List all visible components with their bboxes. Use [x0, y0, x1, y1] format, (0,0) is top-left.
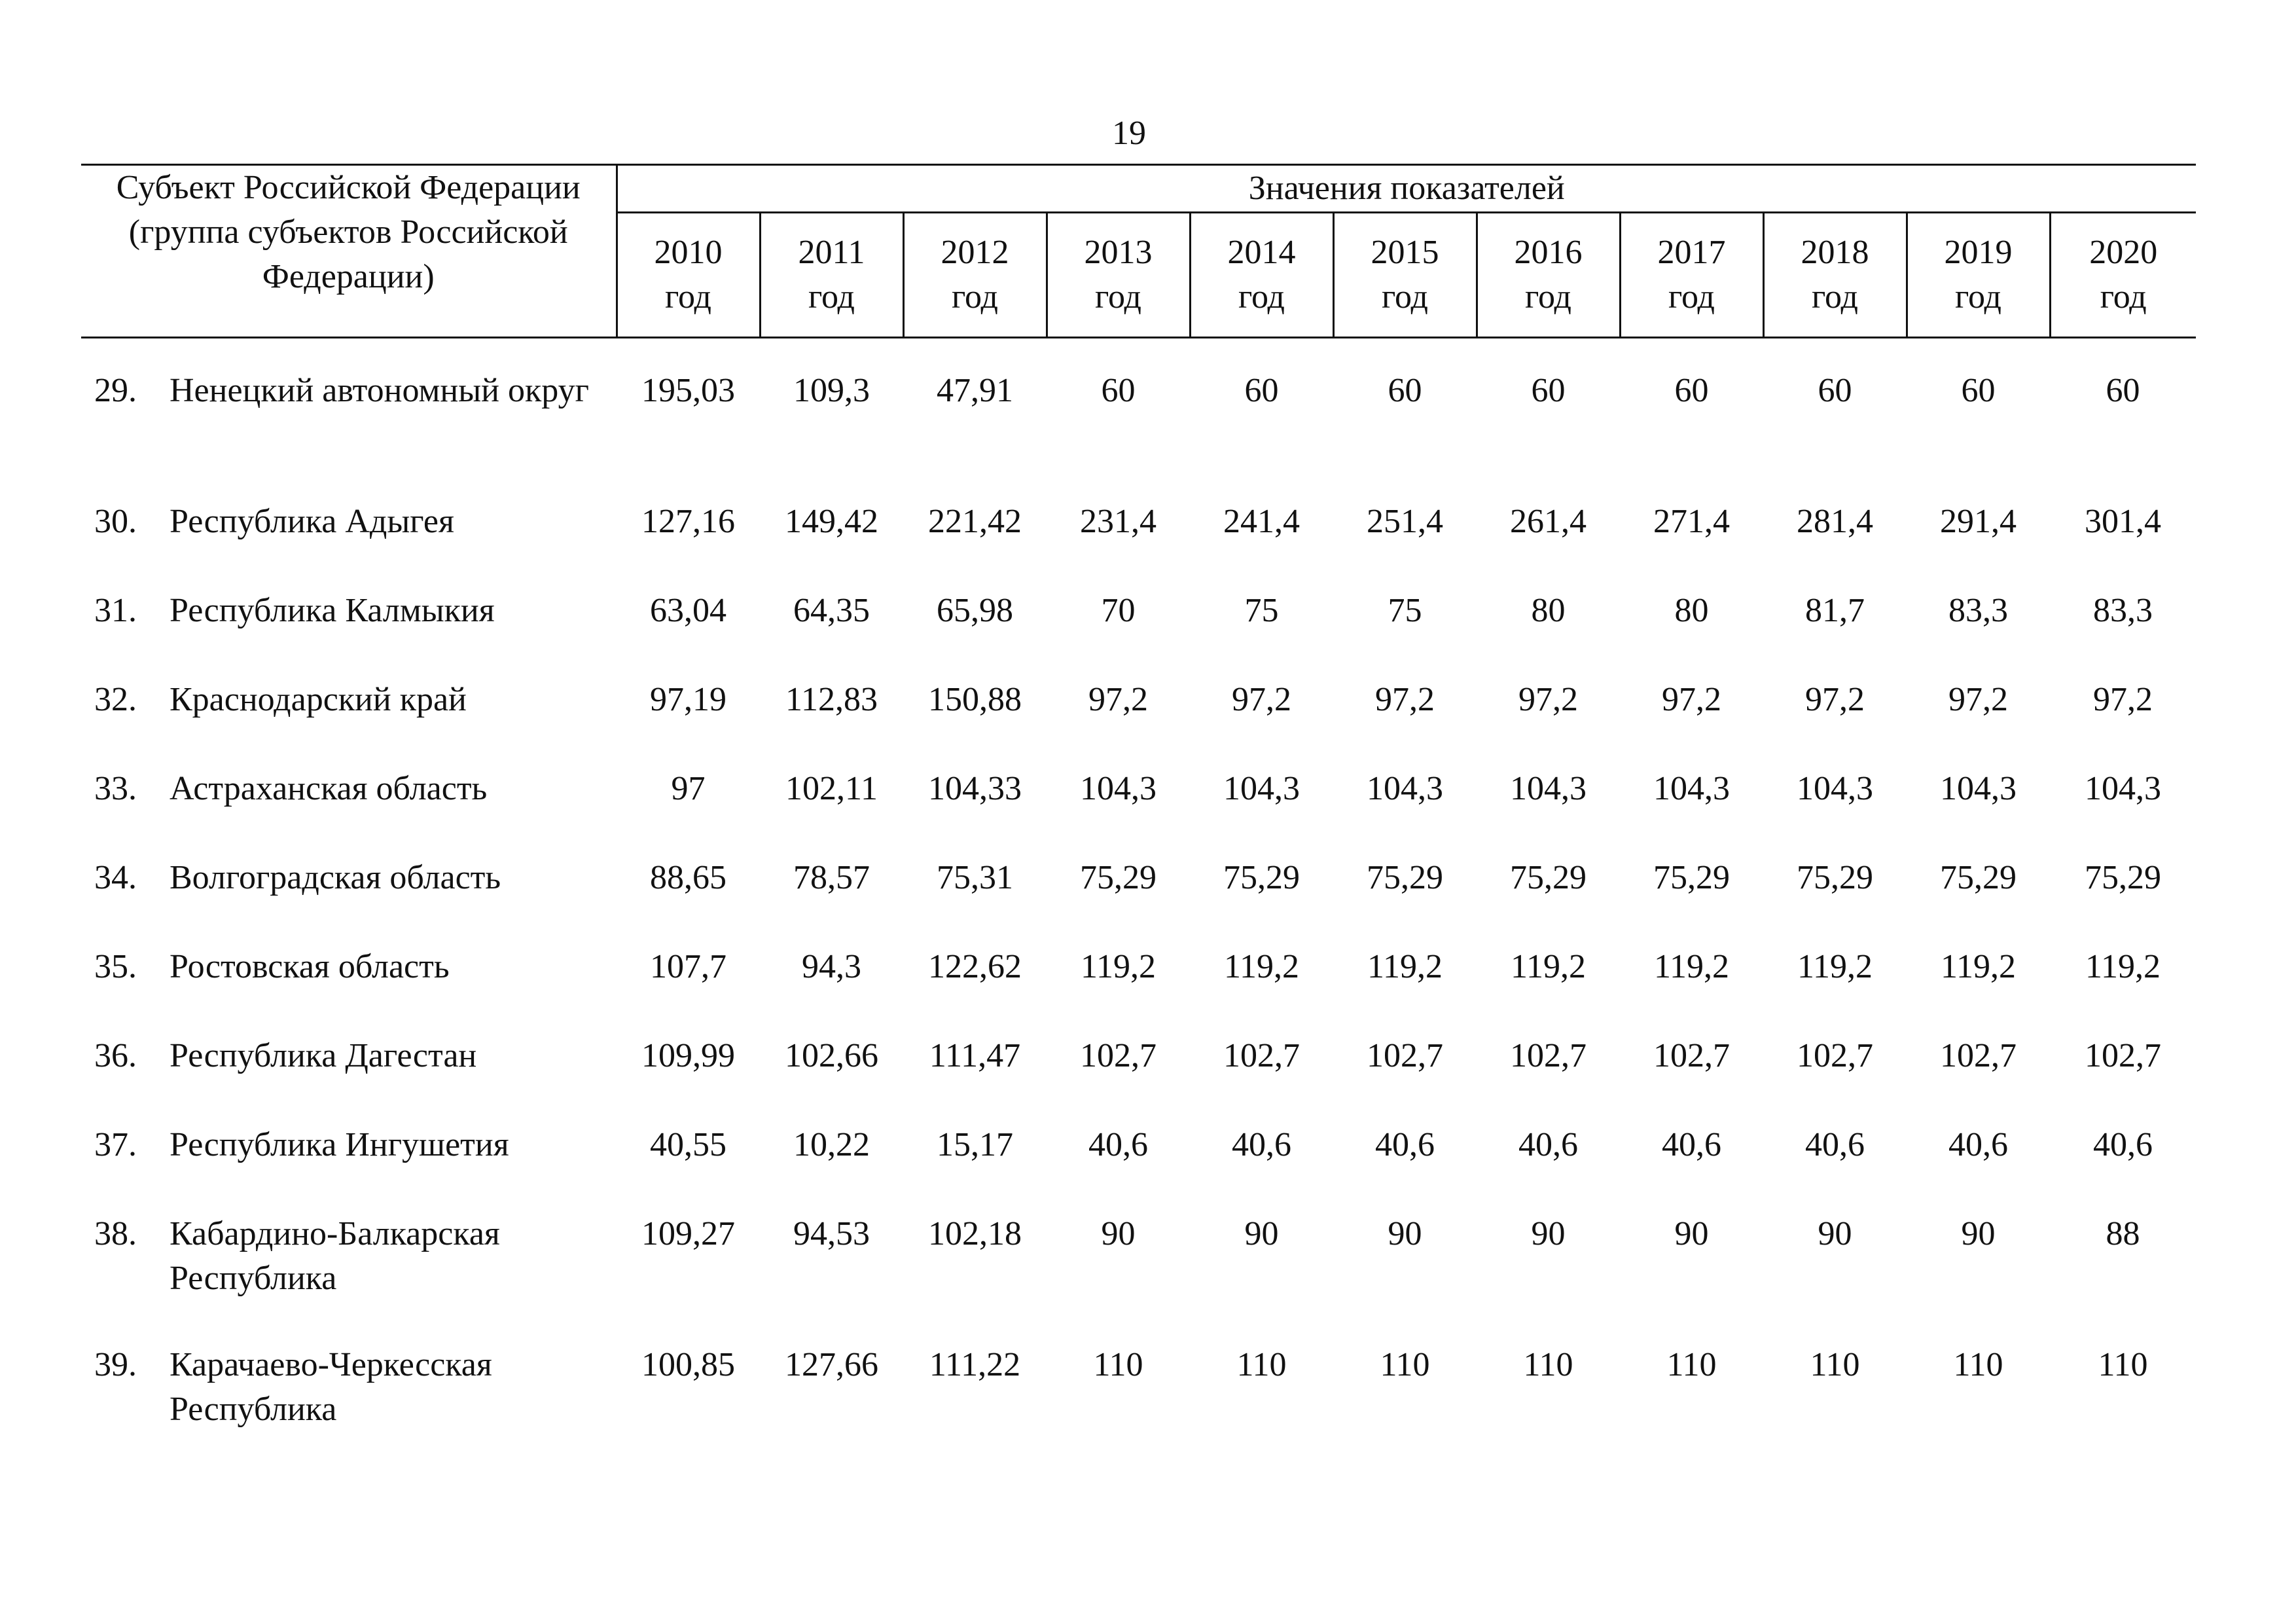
- row-number: 30.: [94, 503, 137, 540]
- value-cell: 241,4: [1223, 503, 1300, 540]
- row-number: 39.: [94, 1346, 137, 1383]
- value-cell: 40,6: [1375, 1126, 1435, 1163]
- year-value: 2020: [2089, 234, 2158, 271]
- year-column-header: [1477, 213, 1620, 338]
- value-cell: 75: [1388, 592, 1422, 629]
- year-column-header: [760, 213, 903, 338]
- table-row: [81, 945, 2196, 1034]
- indicator-values-table: [81, 164, 2196, 1441]
- table-row: [81, 678, 2196, 767]
- year-value: 2015: [1371, 234, 1439, 271]
- year-column-header: [1763, 213, 1907, 338]
- subject-name: Кабардино-Балкарская Республика: [170, 1215, 500, 1297]
- value-cell: 75,31: [937, 859, 1013, 896]
- value-cell: 97,2: [1088, 681, 1148, 718]
- value-cell: 261,4: [1510, 503, 1587, 540]
- value-cell: 195,03: [641, 372, 735, 409]
- year-unit: год: [1095, 278, 1141, 316]
- table-row: [81, 500, 2196, 589]
- value-cell: 104,33: [928, 770, 1022, 807]
- subject-cell-content: [81, 369, 617, 413]
- year-unit: год: [808, 278, 855, 316]
- subject-cell: [81, 1343, 617, 1441]
- value-cell: 107,7: [650, 948, 726, 985]
- year-unit: год: [2100, 278, 2147, 316]
- value-cell: 83,3: [2093, 592, 2153, 629]
- value-cell: 40,6: [1232, 1126, 1291, 1163]
- value-cell: 97,2: [1518, 681, 1578, 718]
- value-cell: 60: [1531, 372, 1566, 409]
- year-unit: год: [1525, 278, 1571, 316]
- spacer-row: [81, 338, 2196, 369]
- subject-cell: [81, 1034, 617, 1123]
- value-cell: 119,2: [1080, 948, 1157, 985]
- value-cell: 97,2: [1232, 681, 1291, 718]
- subject-name: Ненецкий автономный округ: [170, 372, 589, 409]
- subject-cell: [81, 369, 617, 500]
- table-row: [81, 767, 2196, 856]
- row-number: 34.: [94, 859, 137, 896]
- value-cell: 97,2: [1948, 681, 2008, 718]
- value-cell: 149,42: [785, 503, 878, 540]
- spacer-cell: [81, 338, 2196, 369]
- value-cell: 90: [1961, 1215, 1996, 1252]
- value-cell: 122,62: [928, 948, 1022, 985]
- year-column-header: [1333, 213, 1477, 338]
- value-cell: 291,4: [1940, 503, 2017, 540]
- value-cell: 109,3: [793, 372, 870, 409]
- value-cell: 110: [1953, 1346, 2003, 1383]
- value-cell: 75,29: [1940, 859, 2017, 896]
- value-cell: 40,6: [2093, 1126, 2153, 1163]
- value-cell: 110: [1093, 1346, 1143, 1383]
- value-cell: 78,57: [793, 859, 870, 896]
- year-value: 2010: [654, 234, 723, 271]
- subject-name: Республика Дагестан: [170, 1037, 477, 1074]
- year-unit: год: [1955, 278, 2001, 316]
- subject-name: Ростовская область: [170, 948, 450, 985]
- subject-cell-content: [81, 1343, 617, 1432]
- subject-name: Астраханская область: [170, 770, 488, 807]
- value-cell: 111,47: [929, 1037, 1021, 1074]
- subject-cell-content: [81, 589, 617, 633]
- value-cell: 119,2: [2085, 948, 2161, 985]
- value-cell: 60: [1244, 372, 1279, 409]
- subject-cell-content: [81, 500, 617, 544]
- subject-cell: [81, 767, 617, 856]
- row-number: 36.: [94, 1037, 137, 1074]
- value-cell: 102,7: [1367, 1037, 1443, 1074]
- value-cell: 90: [1818, 1215, 1852, 1252]
- subject-name: Республика Адыгея: [170, 503, 454, 540]
- value-cell: 47,91: [937, 372, 1013, 409]
- value-cell: 110: [2098, 1346, 2148, 1383]
- value-cell: 104,3: [1080, 770, 1157, 807]
- table-row: [81, 369, 2196, 500]
- value-cell: 65,98: [937, 592, 1013, 629]
- subject-cell-content: [81, 1212, 617, 1301]
- value-cell: 110: [1523, 1346, 1573, 1383]
- value-cell: 221,42: [928, 503, 1022, 540]
- subject-cell-content: [81, 856, 617, 900]
- subject-name: Карачаево-Черкесская Республика: [170, 1346, 492, 1428]
- value-cell: 60: [1674, 372, 1709, 409]
- table-row: [81, 1212, 2196, 1343]
- value-cell: 110: [1666, 1346, 1717, 1383]
- value-cell: 102,7: [1653, 1037, 1730, 1074]
- value-cell: 88,65: [650, 859, 726, 896]
- value-cell: 150,88: [928, 681, 1022, 718]
- subject-cell-content: [81, 678, 617, 722]
- value-cell: 109,27: [641, 1215, 735, 1252]
- value-cell: 97,19: [650, 681, 726, 718]
- value-cell: 110: [1236, 1346, 1287, 1383]
- table-row: [81, 589, 2196, 678]
- value-cell: 104,3: [1367, 770, 1443, 807]
- value-cell: 127,16: [641, 503, 735, 540]
- year-value: 2018: [1801, 234, 1869, 271]
- value-cell: 100,85: [641, 1346, 735, 1383]
- value-cell: 102,7: [1080, 1037, 1157, 1074]
- value-cell: 112,83: [785, 681, 878, 718]
- value-cell: 60: [1818, 372, 1852, 409]
- value-cell: 119,2: [1940, 948, 2017, 985]
- table-row: [81, 856, 2196, 945]
- value-cell: 104,3: [1653, 770, 1730, 807]
- value-cell: 97,2: [1805, 681, 1865, 718]
- value-cell: 40,6: [1088, 1126, 1148, 1163]
- value-cell: 60: [1101, 372, 1136, 409]
- table-body: [81, 338, 2196, 1442]
- year-value: 2019: [1944, 234, 2013, 271]
- value-cell: 104,3: [1223, 770, 1300, 807]
- value-cell: 10,22: [793, 1126, 870, 1163]
- row-number: 31.: [94, 592, 137, 629]
- subject-cell: [81, 1212, 617, 1343]
- value-cell: 63,04: [650, 592, 726, 629]
- value-cell: 251,4: [1367, 503, 1443, 540]
- value-cell: 271,4: [1653, 503, 1730, 540]
- subject-column-header: Субъект Российской Федерации (группа субъектов Российской Федерации): [81, 165, 617, 338]
- value-cell: 40,6: [1948, 1126, 2008, 1163]
- subject-cell-content: [81, 1034, 617, 1078]
- year-column-header: [1620, 213, 1763, 338]
- row-number: 37.: [94, 1126, 137, 1163]
- subject-name: Республика Ингушетия: [170, 1126, 509, 1163]
- value-cell: 90: [1674, 1215, 1709, 1252]
- year-column-header: [903, 213, 1047, 338]
- value-cell: 231,4: [1080, 503, 1157, 540]
- subject-cell: [81, 500, 617, 589]
- value-cell: 102,7: [1223, 1037, 1300, 1074]
- value-cell: 15,17: [937, 1126, 1013, 1163]
- year-value: 2012: [941, 234, 1009, 271]
- year-column-header: [1907, 213, 2050, 338]
- value-cell: 94,3: [802, 948, 861, 985]
- subject-cell: [81, 945, 617, 1034]
- value-cell: 102,11: [785, 770, 878, 807]
- value-cell: 60: [2106, 372, 2140, 409]
- row-number: 38.: [94, 1215, 137, 1252]
- value-cell: 119,2: [1653, 948, 1730, 985]
- value-cell: 102,18: [928, 1215, 1022, 1252]
- value-cell: 102,7: [1940, 1037, 2017, 1074]
- value-cell: 40,6: [1662, 1126, 1721, 1163]
- year-value: 2014: [1227, 234, 1296, 271]
- value-cell: 110: [1810, 1346, 1860, 1383]
- value-cell: 75,29: [1653, 859, 1730, 896]
- value-cell: 102,7: [1510, 1037, 1587, 1074]
- year-unit: год: [665, 278, 711, 316]
- year-unit: год: [1668, 278, 1715, 316]
- row-number: 35.: [94, 948, 137, 985]
- value-cell: 90: [1388, 1215, 1422, 1252]
- value-cell: 104,3: [1510, 770, 1587, 807]
- value-cell: 104,3: [1797, 770, 1873, 807]
- value-cell: 127,66: [785, 1346, 878, 1383]
- value-cell: 111,22: [929, 1346, 1021, 1383]
- row-number: 33.: [94, 770, 137, 807]
- subject-name: Волгоградская область: [170, 859, 501, 896]
- value-cell: 90: [1244, 1215, 1279, 1252]
- year-unit: год: [1382, 278, 1428, 316]
- value-cell: 102,7: [1797, 1037, 1873, 1074]
- subject-cell: [81, 678, 617, 767]
- value-cell: 83,3: [1948, 592, 2008, 629]
- year-unit: год: [1812, 278, 1858, 316]
- value-cell: 119,2: [1223, 948, 1300, 985]
- value-cell: 80: [1531, 592, 1566, 629]
- value-cell: 64,35: [793, 592, 870, 629]
- value-cell: 102,7: [2085, 1037, 2161, 1074]
- page-number: 19: [1112, 115, 1146, 152]
- value-cell: 75,29: [1510, 859, 1587, 896]
- value-cell: 81,7: [1805, 592, 1865, 629]
- value-cell: 97: [671, 770, 706, 807]
- year-column-header: [2050, 213, 2196, 338]
- value-cell: 104,3: [1940, 770, 2017, 807]
- subject-cell-content: [81, 767, 617, 811]
- value-cell: 301,4: [2085, 503, 2161, 540]
- value-cell: 97,2: [2093, 681, 2153, 718]
- table-row: [81, 1123, 2196, 1212]
- value-cell: 90: [1531, 1215, 1566, 1252]
- row-number: 32.: [94, 681, 137, 718]
- value-cell: 40,6: [1518, 1126, 1578, 1163]
- value-cell: 109,99: [641, 1037, 735, 1074]
- subject-cell-content: [81, 1123, 617, 1167]
- value-cell: 104,3: [2085, 770, 2161, 807]
- value-cell: 97,2: [1375, 681, 1435, 718]
- value-cell: 119,2: [1510, 948, 1587, 985]
- year-unit: год: [952, 278, 998, 316]
- subject-cell: [81, 1123, 617, 1212]
- value-cell: 119,2: [1797, 948, 1873, 985]
- subject-name: Краснодарский край: [170, 681, 467, 718]
- year-value: 2016: [1514, 234, 1583, 271]
- value-cell: 88: [2106, 1215, 2140, 1252]
- value-cell: 90: [1101, 1215, 1136, 1252]
- year-column-header: [1190, 213, 1333, 338]
- value-cell: 119,2: [1367, 948, 1443, 985]
- value-cell: 281,4: [1797, 503, 1873, 540]
- table-row: [81, 1034, 2196, 1123]
- subject-cell: [81, 589, 617, 678]
- subject-cell: [81, 856, 617, 945]
- year-unit: год: [1238, 278, 1285, 316]
- value-cell: 94,53: [793, 1215, 870, 1252]
- year-value: 2017: [1657, 234, 1726, 271]
- value-cell: 75,29: [1223, 859, 1300, 896]
- value-cell: 70: [1101, 592, 1136, 629]
- year-value: 2013: [1084, 234, 1153, 271]
- table-row: [81, 1343, 2196, 1441]
- value-cell: 97,2: [1662, 681, 1721, 718]
- value-cell: 75,29: [1080, 859, 1157, 896]
- subject-cell-content: [81, 945, 617, 989]
- value-cell: 40,6: [1805, 1126, 1865, 1163]
- value-cell: 75,29: [1367, 859, 1443, 896]
- row-number: 29.: [94, 372, 137, 409]
- year-value: 2011: [798, 234, 865, 271]
- value-cell: 110: [1380, 1346, 1430, 1383]
- value-cell: 80: [1674, 592, 1709, 629]
- value-cell: 60: [1388, 372, 1422, 409]
- indicators-column-header: Значения показателей: [617, 165, 2196, 213]
- year-column-header: [617, 213, 760, 338]
- value-cell: 102,66: [785, 1037, 878, 1074]
- year-column-header: [1047, 213, 1190, 338]
- value-cell: 60: [1961, 372, 1996, 409]
- value-cell: 75: [1244, 592, 1279, 629]
- value-cell: 75,29: [1797, 859, 1873, 896]
- value-cell: 75,29: [2085, 859, 2161, 896]
- value-cell: 40,55: [650, 1126, 726, 1163]
- subject-name: Республика Калмыкия: [170, 592, 495, 629]
